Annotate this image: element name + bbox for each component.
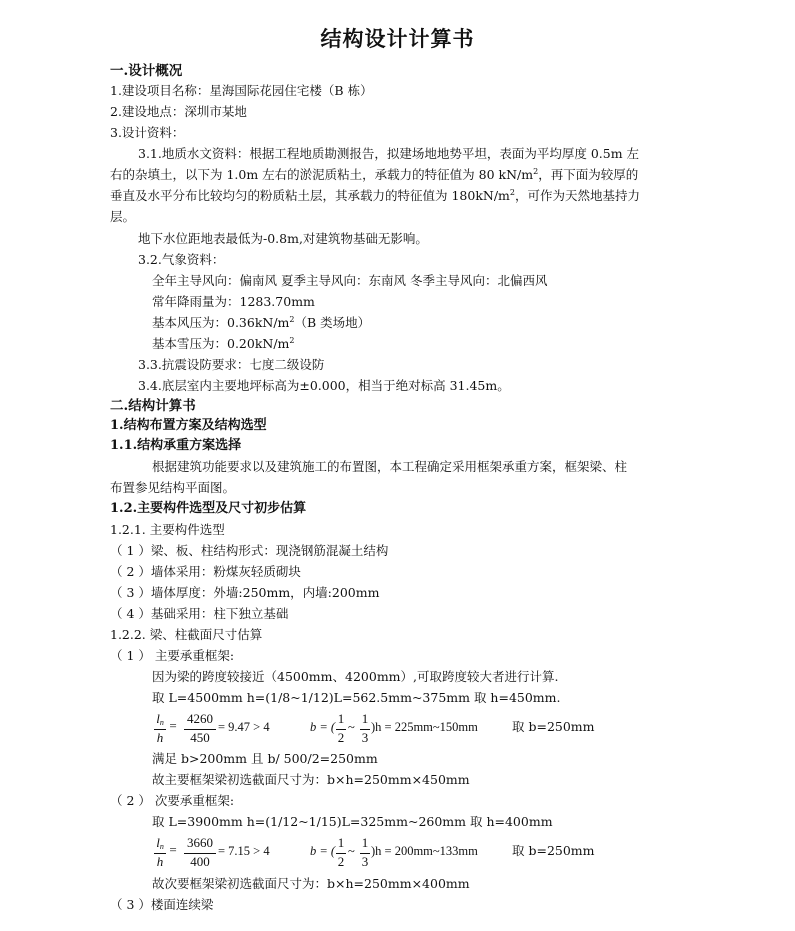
main-frame-result: 故主要框架梁初选截面尺寸为：b×h=250mm×450mm: [152, 772, 470, 787]
secondary-frame-para-1: 取 L=3900mm h=(1/12~1/15)L=325mm~260mm 取 h=400mm: [152, 814, 553, 829]
elevation-line: 3.4.底层室内主要地坪标高为±0.000，相当于绝对标高 31.45m。: [138, 378, 510, 393]
secondary-frame-result: 故次要框架梁初选截面尺寸为：b×h=250mm×400mm: [152, 876, 470, 891]
formula-b-open: b = (: [310, 720, 336, 734]
formula2-ln-over-h: $l_n$ h: [154, 835, 166, 871]
formula-fraction-main: 4260 450: [184, 711, 216, 747]
formula2-fraction: 3660 400: [184, 835, 216, 871]
list-item-wall-thickness: （ 3 ）墙体厚度：外墙:250mm，内墙:200mm: [110, 585, 380, 600]
formula-take-b: 取 b=250mm: [512, 719, 595, 734]
groundwater-line: 地下水位距地表最低为-0.8m,对建筑物基础无影响。: [138, 231, 428, 246]
load-scheme-para-2: 布置参见结构平面图。: [110, 480, 236, 495]
main-frame-para-1: 因为梁的跨度较接近（4500mm、4200mm）,可取跨度较大者进行计算.: [152, 669, 559, 684]
formula2-take-b: 取 b=250mm: [512, 843, 595, 858]
snow-pressure-line: 基本雪压为：$0.20kN/m^2$: [152, 335, 295, 351]
main-frame-heading: （ 1 ） 主要承重框架:: [110, 648, 235, 663]
formula2-ratio-result: = 7.15 > 4: [218, 844, 270, 858]
main-frame-para-2: 取 L=4500mm h=(1/8~1/12)L=562.5mm~375mm 取 h=450mm.: [152, 690, 561, 705]
load-scheme-para-1: 根据建筑功能要求以及建筑施工的布置图，本工程确定采用框架承重方案，框架梁、柱: [152, 459, 628, 474]
main-frame-condition: 满足 b>200mm 且 b/ 500/2=250mm: [152, 751, 378, 766]
formula-tilde: ~: [348, 720, 355, 734]
wind-pressure-line: 基本风压为：$0.36kN/m^2(B$ 类场地）: [152, 314, 371, 330]
formula-third: 1 3: [361, 711, 369, 745]
section-heading-overview: 一.设计概况: [110, 63, 183, 79]
formula-ratio-result: = 9.47 > 4: [218, 720, 270, 734]
subheading-section-size: 1.2.2. 梁、柱截面尺寸估算: [110, 627, 263, 642]
formula2-equals-sign: =: [169, 842, 177, 857]
formula2-third: 1 3: [361, 835, 369, 869]
page-title: 结构设计计算书: [320, 26, 475, 51]
weather-heading: 3.2.气象资料：: [138, 252, 225, 267]
site-location-line: 2.建设地点：深圳市某地: [110, 104, 247, 119]
list-item-wall-material: （ 2 ）墙体采用：粉煤灰轻质砌块: [110, 564, 301, 579]
list-item-foundation: （ 4 ）基础采用：柱下独立基础: [110, 606, 289, 621]
list-item-structure: （ 1 ）梁、板、柱结构形式：现浇钢筋混凝土结构: [110, 543, 389, 558]
subheading-member-type: 1.2.1. 主要构件选型: [110, 522, 225, 537]
formula-equals-sign: =: [169, 718, 177, 733]
geology-line-3: 垂直及水平分布比较均匀的粉质粘土层，其承载力的特征值为 $180kN/m^2$，可作为天然地基持力: [110, 187, 641, 203]
formula-b-range: )h = 225mm~150mm: [371, 720, 478, 734]
formula-ln-over-h: $l_n$ h: [154, 711, 166, 747]
heading-member-selection: 1.2.主要构件选型及尺寸初步估算: [110, 501, 307, 516]
section-heading-calculation: 二.结构计算书: [110, 398, 196, 414]
heading-structural-layout: 1.结构布置方案及结构选型: [110, 418, 267, 433]
heading-load-scheme: 1.1.结构承重方案选择: [110, 438, 242, 453]
geology-line-2: 右的杂填土，以下为 1.0m 左右的淤泥质粘土，承载力的特征值为 80 $kN/m^2$，再下面为较厚的: [110, 166, 639, 182]
design-data-line: 3.设计资料：: [110, 125, 185, 140]
project-name-line: 1.建设项目名称：星海国际花园住宅楼（B 栋）: [110, 83, 373, 98]
geology-line-1: 3.1.地质水文资料：根据工程地质勘测报告，拟建场地地势平坦，表面为平均厚度 0.5m 左: [138, 146, 640, 161]
secondary-frame-heading: （ 2 ） 次要承重框架:: [110, 793, 235, 808]
formula2-tilde: ~: [348, 844, 355, 858]
formula2-b-range: )h = 200mm~133mm: [371, 844, 478, 858]
formula2-b-open: b = (: [310, 844, 336, 858]
floor-beam-heading: （ 3 ）楼面连续梁: [110, 897, 214, 912]
wind-direction-line: 全年主导风向：偏南风 夏季主导风向：东南风 冬季主导风向：北偏西风: [152, 273, 548, 288]
formula2-half: 1 2: [337, 835, 345, 869]
geology-line-4: 层。: [110, 209, 136, 224]
formula-half: 1 2: [337, 711, 345, 745]
rainfall-line: 常年降雨量为：1283.70mm: [152, 294, 315, 309]
seismic-line: 3.3.抗震设防要求：七度二级设防: [138, 357, 325, 372]
